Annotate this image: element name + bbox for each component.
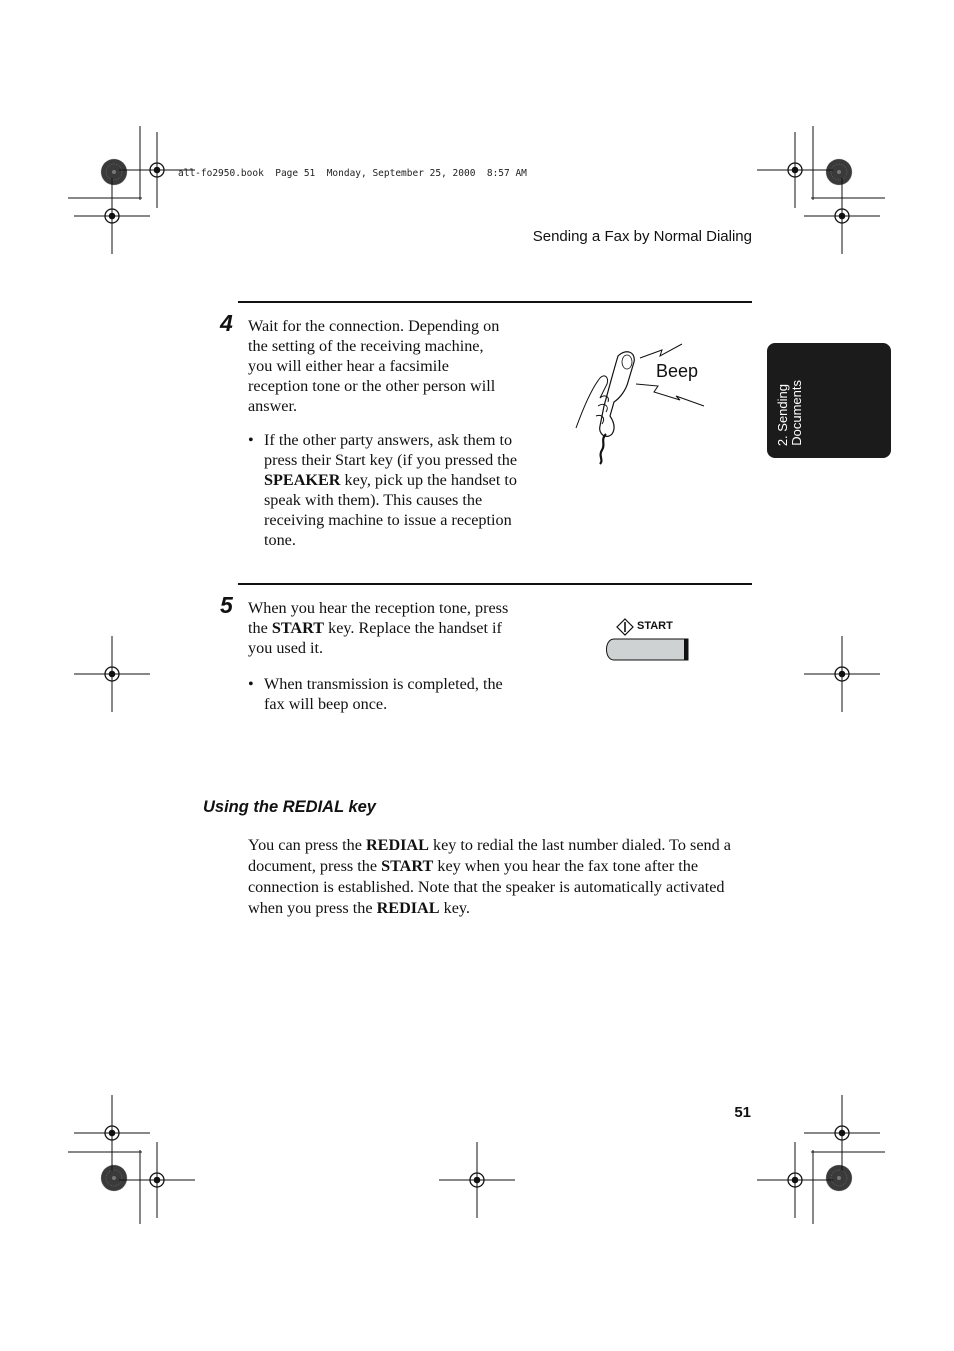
section-heading: Using the REDIAL key	[203, 798, 376, 816]
step4-number: 4	[220, 310, 233, 336]
step5-paragraph: When you hear the reception tone, press the START key. Replace the handset if you used it.	[248, 599, 509, 657]
step5-bullet: • When transmission is completed, the fax will beep once.	[248, 674, 510, 714]
page-header-title: Sending a Fax by Normal Dialing	[532, 228, 752, 245]
chapter-tab	[767, 343, 891, 458]
start-key-label: START	[637, 620, 673, 632]
page-number: 51	[734, 1104, 751, 1121]
chapter-tab-line1: 2. Sending	[775, 383, 790, 446]
step4-bullet-text: If the other party answers, ask them to press their Start key (if you pressed the SPEAKER key, pick up the handset to speak with them). This causes the receiving machine to issue a reception tone.	[264, 431, 518, 549]
chapter-tab-line2: Documents	[789, 380, 804, 446]
step4-bullet: • If the other party answers, ask them to press their Start key (if you pressed the SPEAKER key, pick up the handset to speak with them). This causes the receiving machine to issue a reception tone.	[248, 431, 518, 549]
file-info: all-fo2950.book Page 51 Monday, September 25, 2000 8:57 AM	[178, 168, 527, 179]
handset-icon	[570, 336, 720, 476]
redial-paragraph: You can press the REDIAL key to redial the last number dialed. To send a document, press the START key when you hear the fax tone after the connection is established. Note that the speaker is automatically activated when you press the REDIAL key.	[248, 836, 731, 917]
beep-label: Beep	[656, 361, 699, 381]
step5-number: 5	[220, 592, 233, 618]
step4-paragraph: Wait for the connection. Depending on the setting of the receiving machine, you will either hear a facsimile reception tone or the other person will answer.	[248, 317, 500, 415]
step5-rule	[238, 583, 752, 585]
step5-bullet-text: When transmission is completed, the fax will beep once.	[264, 675, 503, 713]
step4-rule	[238, 301, 752, 303]
